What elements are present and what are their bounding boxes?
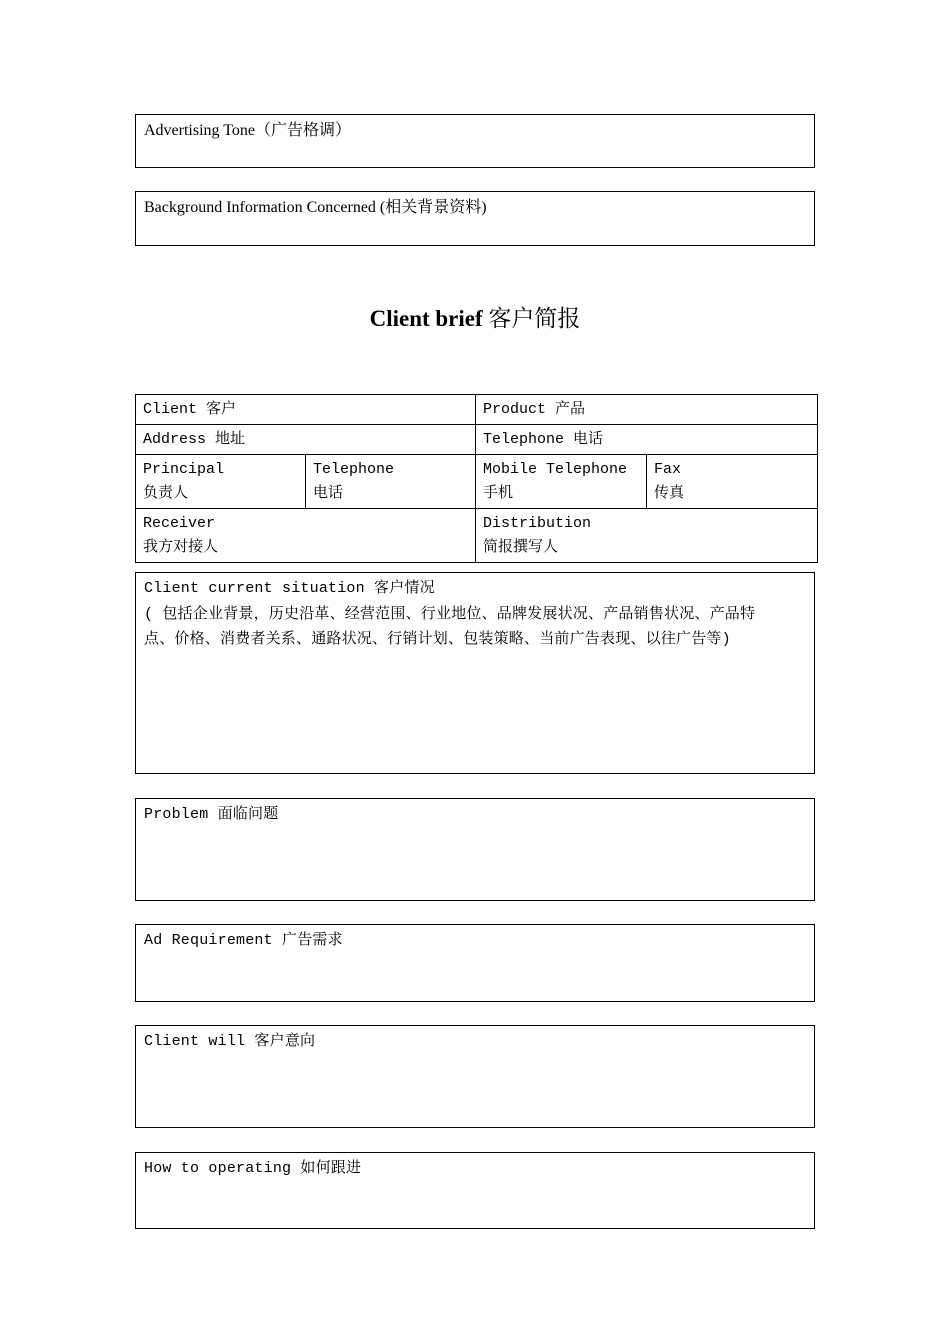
table-row xyxy=(136,455,818,509)
title-chinese: 客户简报 xyxy=(488,306,581,331)
client-info-table xyxy=(135,394,818,563)
mobile-telephone-cell[interactable]: Mobile Telephone 手机 xyxy=(476,455,647,509)
advertising-tone-box xyxy=(135,114,815,168)
principal-cell[interactable]: Principal 负责人 xyxy=(136,455,306,509)
company-telephone-cell[interactable]: Telephone 电话 xyxy=(476,425,818,455)
client-will-label: Client will 客户意向 xyxy=(144,1033,316,1050)
problem-label: Problem 面临问题 xyxy=(144,806,279,823)
telephone-cell[interactable]: Telephone 电话 xyxy=(306,455,476,509)
client-situation-label: Client current situation 客户情况 xyxy=(144,580,435,597)
table-row xyxy=(136,425,818,455)
client-situation-description: ( 包括企业背景，历史沿革、经营范围、行业地位、品牌发展状况、产品销售状况、产品特 点、价格、消费者关系、通路状况、行销计划、包装策略、当前广告表现、以往广告等) xyxy=(144,606,756,648)
client-situation-box[interactable] xyxy=(135,572,815,774)
background-info-box xyxy=(135,191,815,246)
how-to-operate-label: How to operating 如何跟进 xyxy=(144,1160,362,1177)
client-will-box[interactable] xyxy=(135,1025,815,1128)
ad-requirement-box[interactable] xyxy=(135,924,815,1002)
address-cell[interactable]: Address 地址 xyxy=(136,425,476,455)
title-english: Client brief xyxy=(369,306,483,331)
page-title xyxy=(0,300,950,333)
background-info-label: Background Information Concerned (相关背景资料) xyxy=(144,199,487,216)
problem-box[interactable] xyxy=(135,798,815,901)
table-row xyxy=(136,395,818,425)
ad-requirement-label: Ad Requirement 广告需求 xyxy=(144,932,343,949)
client-cell[interactable]: Client 客户 xyxy=(136,395,476,425)
how-to-operate-box[interactable] xyxy=(135,1152,815,1229)
distribution-cell[interactable]: Distribution 简报撰写人 xyxy=(476,509,818,563)
table-row xyxy=(136,509,818,563)
fax-cell[interactable]: Fax 传真 xyxy=(647,455,818,509)
receiver-cell[interactable]: Receiver 我方对接人 xyxy=(136,509,476,563)
advertising-tone-label: Advertising Tone（广告格调） xyxy=(144,122,352,139)
product-cell[interactable]: Product 产品 xyxy=(476,395,818,425)
